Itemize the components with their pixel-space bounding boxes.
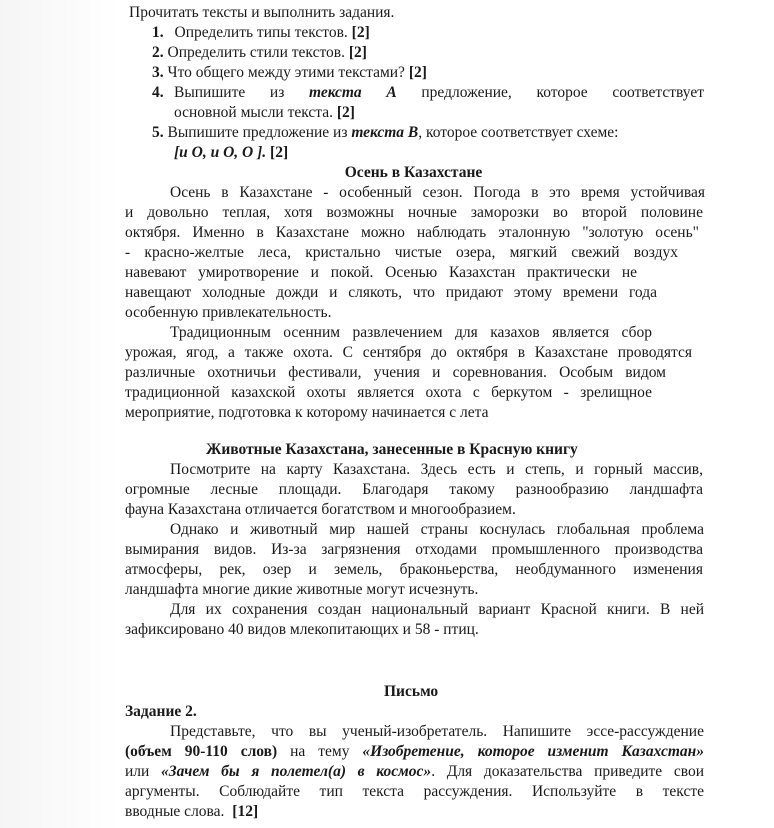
letter-line-3	[125, 762, 704, 782]
task-2-text: Определить стили текстов.	[167, 44, 345, 61]
letter-task-label: Задание 2.	[125, 703, 197, 720]
text-a-line-2: и довольно теплая, хотя возможны ночные заморозки во второй половине	[125, 204, 703, 221]
text-b-line-1: Посмотрите на карту Казахстана. Здесь есть и степь, и горный массив,	[170, 461, 703, 478]
text-b-line-9: зафиксировано 40 видов млекопитающих и 58 - птиц.	[125, 621, 479, 638]
task-5-scheme: [и О, и О, О ].	[174, 144, 267, 161]
text-b-line-4: Однако и животный мир нашей страны коснулась глобальная проблема	[170, 521, 704, 538]
task-4-word-4: которое	[536, 84, 588, 101]
letter-topic-1: «Изобретение, которое изменит Казахстан»	[362, 743, 705, 760]
text-a-line-4: - красно-желтые леса, кристально чистые озера, мягкий свежий воздух	[125, 244, 678, 261]
text-b-title: Животные Казахстана, занесенные в Красную книгу	[206, 441, 578, 458]
text-a-line-11: традиционной казахской охоты является охота с беркутом - зрелищное	[125, 384, 652, 401]
task-5-number: 5.	[152, 124, 164, 141]
letter-line-3-or: или	[125, 763, 162, 780]
task-4-word-1: Выпишите	[174, 84, 246, 101]
task-3-score: [2]	[408, 64, 427, 81]
text-a-line-7: особенную привлекательность.	[125, 304, 332, 321]
task-5-scheme-line	[174, 143, 288, 163]
task-4-number: 4.	[152, 84, 164, 101]
letter-line-5-text: вводные слова.	[125, 803, 225, 820]
text-a-line-12: мероприятие, подготовка к которому начинается с лета	[125, 404, 489, 421]
task-3-number: 3.	[152, 64, 164, 81]
letter-line-2-mid: на тему	[277, 743, 363, 760]
task-1-score: [2]	[351, 24, 370, 41]
task-4-text-ref: текста А	[309, 84, 397, 101]
task-4	[152, 83, 164, 103]
task-4-line-2-text: основной мысли текста.	[174, 104, 333, 121]
task-2-score: [2]	[348, 44, 367, 61]
page-shadow	[0, 0, 120, 828]
text-b-line-5: вымирания видов. Из-за загрязнения отходами промышленного производства	[125, 541, 703, 558]
task-3	[152, 63, 427, 83]
text-a-line-5: навевают умиротворение и покой. Осенью Казахстан практически не	[125, 264, 637, 281]
task-3-text: Что общего между этими текстами?	[167, 64, 405, 81]
task-1-text: Определить типы текстов.	[174, 24, 348, 41]
text-a-line-10: различные охотничьи фестивали, учения и соревнования. Особым видом	[125, 364, 666, 381]
task-4-line-1	[174, 83, 704, 103]
text-b-line-8: Для их сохранения создан национальный вариант Красной книги. В ней	[170, 601, 704, 618]
task-4-score: [2]	[336, 104, 355, 121]
text-a-title: Осень в Казахстане	[344, 164, 483, 181]
task-4-word-3: предложение,	[421, 84, 512, 101]
text-b-line-3: фауна Казахстана отличается богатством и многообразием.	[125, 501, 516, 518]
text-a-line-6: навещают холодные дожди и слякоть, что придают этому времени года	[125, 284, 657, 301]
task-5-score: [2]	[270, 144, 289, 161]
text-a-line-9: урожая, ягод, а также охота. С сентября до октября в Казахстане проводятся	[125, 344, 692, 361]
letter-title: Письмо	[384, 683, 439, 700]
task-4-word-5: соответствует	[612, 84, 705, 101]
text-b-line-6: атмосферы, рек, озер и земель, браконьерства, необдуманного изменения	[125, 561, 703, 578]
text-a-line-8: Традиционным осенним развлечением для казахов является сбор	[170, 324, 652, 341]
letter-line-2	[125, 742, 704, 762]
text-a-line-3: октября. Именно в Казахстане можно наблюдать эталонную "золотую осень"	[125, 224, 699, 241]
intro-text: Прочитать тексты и выполнить задания.	[129, 4, 395, 21]
task-2	[152, 43, 367, 63]
text-b-line-2: огромные лесные площади. Благодаря такому разнообразию ландшафта	[125, 481, 703, 498]
letter-topic-2: «Зачем бы я полетел(а) в космос»	[161, 763, 432, 780]
letter-line-4: аргументы. Соблюдайте тип текста рассуждения. Используйте в тексте	[125, 783, 704, 800]
letter-line-5	[125, 802, 258, 822]
text-b-line-7: ландшафта многие дикие животные могут исчезнуть.	[125, 581, 479, 598]
task-4-line-2	[174, 103, 355, 123]
text-a-line-1: Осень в Казахстане - особенный сезон. Погода в это время устойчивая	[170, 184, 705, 201]
task-1-number: 1.	[152, 24, 164, 41]
task-5-text-ref: текста В	[351, 124, 419, 141]
task-5-text-c: , которое соответствует схеме:	[418, 124, 619, 141]
task-1	[152, 23, 370, 43]
letter-word-count: (объем 90-110 слов)	[125, 743, 278, 760]
letter-line-3-rest: . Для доказательства приведите свои	[431, 763, 704, 780]
letter-score: [12]	[232, 803, 259, 820]
task-5	[152, 123, 619, 143]
task-4-word-2: из	[269, 84, 285, 101]
task-2-number: 2.	[152, 44, 164, 61]
task-5-text-a: Выпишите предложение из	[167, 124, 348, 141]
letter-line-1: Представьте, что вы ученый-изобретатель. Напишите эссе-рассуждение	[170, 723, 704, 740]
